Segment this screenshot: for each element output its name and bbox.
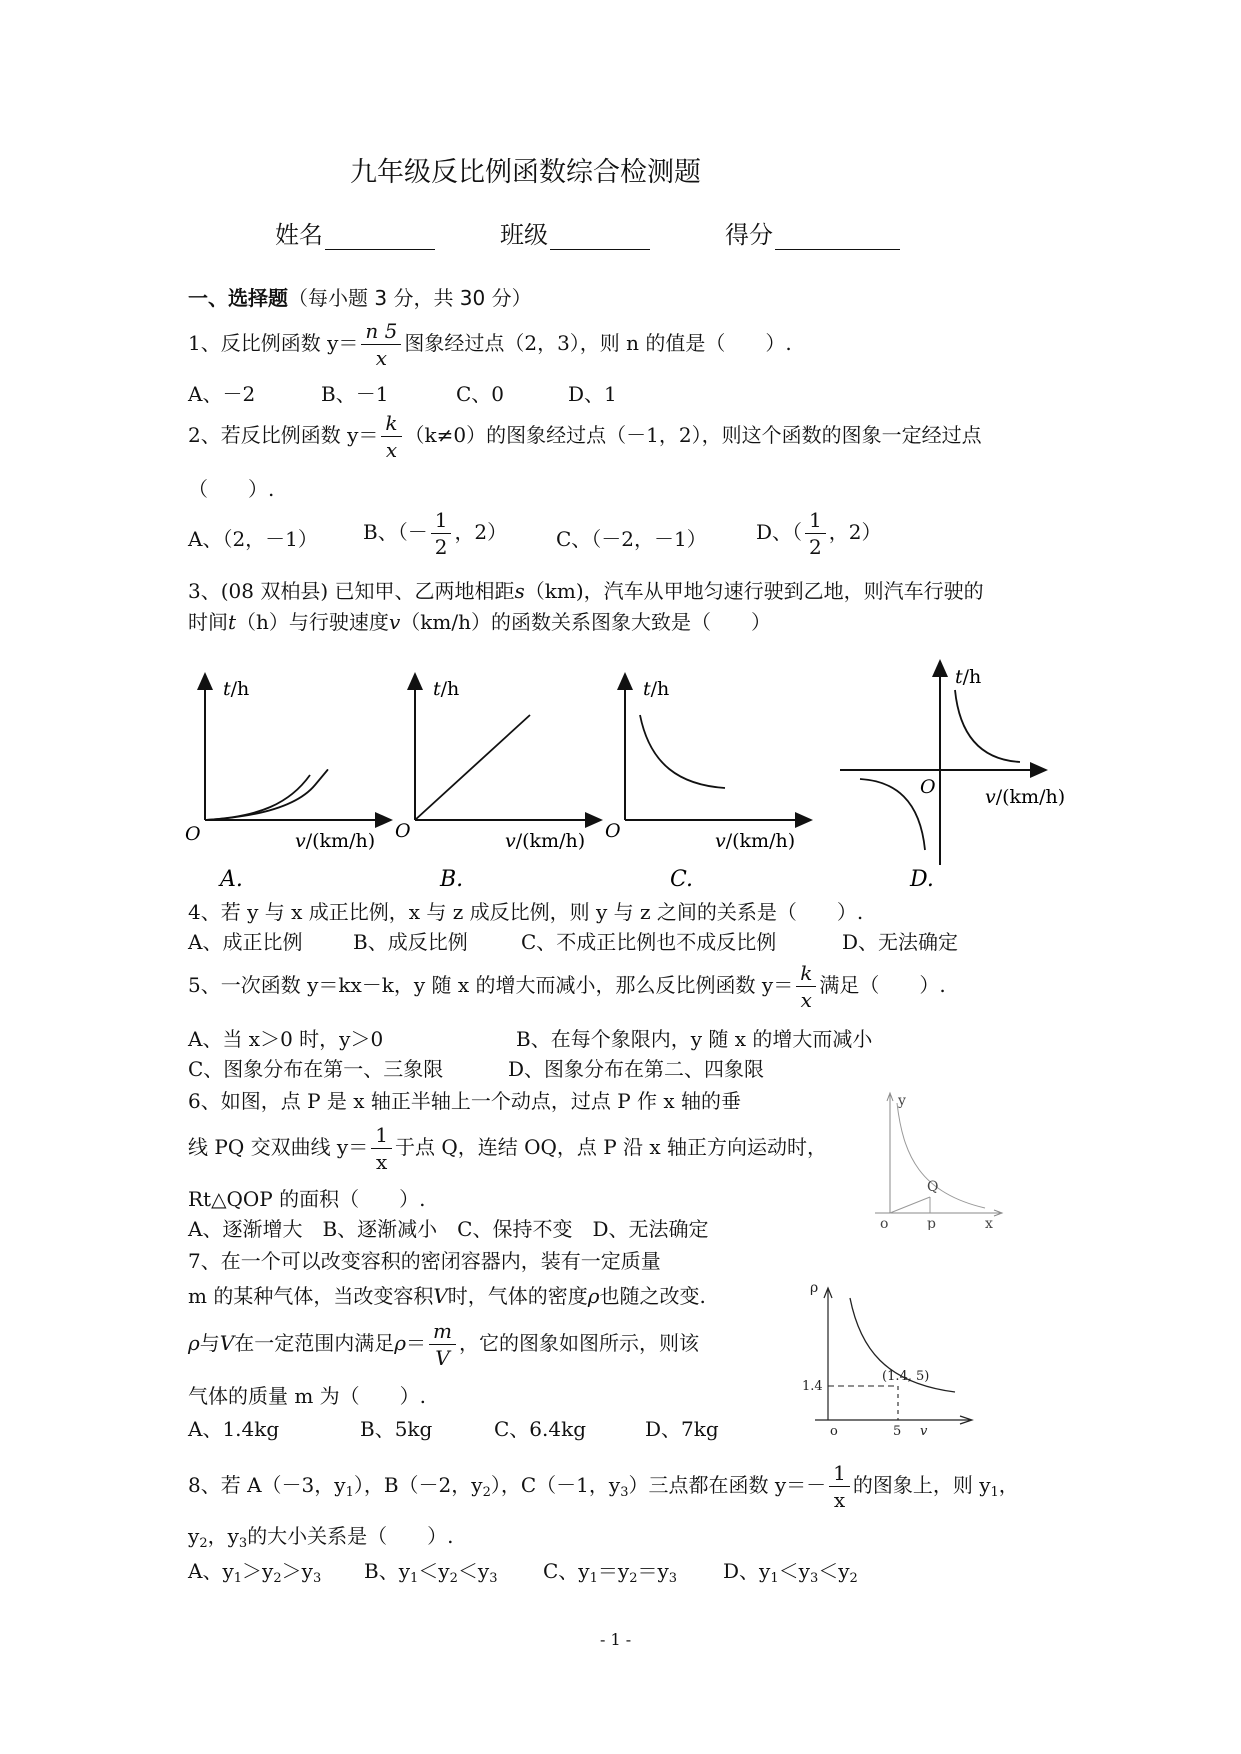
graph-c-ylabel-var: t <box>643 678 651 700</box>
q8-sub-2: 2 <box>482 1485 491 1500</box>
graph-a-letter: A. <box>220 867 243 892</box>
q3-var-s: s <box>514 579 525 603</box>
q4-options <box>188 928 1088 956</box>
q2-option-b[interactable] <box>363 507 507 560</box>
graph-d-xlabel-unit: /(km/h) <box>995 786 1066 808</box>
q6-text-a: 线 PQ 交双曲线 y＝ <box>188 1135 369 1159</box>
q7-text-a: m 的某种气体，当改变容积 <box>188 1284 434 1308</box>
q2-option-a[interactable]: A、（2，－1） <box>188 527 318 551</box>
q8-text-h: ，y <box>207 1524 239 1548</box>
q8-text-i: 的大小关系是（ ）. <box>247 1524 454 1548</box>
question-6-line3: Rt△QOP 的面积（ ）. <box>188 1187 426 1211</box>
question-6-line2 <box>188 1122 827 1175</box>
q5-option-a[interactable]: A、当 x＞0 时，y＞0 <box>188 1027 384 1051</box>
q8-b-0: B、y <box>364 1559 410 1583</box>
q8-frac-den: x <box>833 1488 846 1512</box>
graph-b-letter: B. <box>440 867 464 892</box>
q2-b-den: 2 <box>434 535 448 559</box>
q7-option-b[interactable]: B、5kg <box>360 1417 433 1441</box>
q7-frac-den: V <box>435 1346 450 1370</box>
q8-a-3: 2 <box>273 1571 282 1586</box>
q5-text: 5、一次函数 y＝kx－k，y 随 x 的增大而减小，那么反比例函数 y＝ <box>188 973 794 997</box>
q8-c-1: 1 <box>589 1571 598 1586</box>
page-number: - 1 - <box>600 1630 632 1649</box>
q8-option-b[interactable] <box>364 1557 497 1585</box>
q7-text-b: 时，气体的密度 <box>447 1284 588 1308</box>
graph-c[interactable] <box>605 678 805 892</box>
q8-c-3: 2 <box>629 1571 638 1586</box>
q7-option-a[interactable]: A、1.4kg <box>188 1417 280 1441</box>
q8-a-1: 1 <box>233 1571 243 1586</box>
graph-a-ylabel-unit: /h <box>230 678 250 700</box>
section-title: 一、选择题 <box>188 286 288 310</box>
q8-options <box>188 1557 988 1587</box>
q8-sub-6: 3 <box>238 1536 248 1551</box>
q8-c-5: 3 <box>668 1571 678 1586</box>
graph-c-xlabel-var: v <box>715 830 726 852</box>
q8-c-4: ＝y <box>637 1559 669 1583</box>
q8-d-4: ＜y <box>818 1559 850 1583</box>
q3-text-a: 3、(08 双柏县) 已知甲、乙两地相距 <box>188 579 515 603</box>
graph-a-xlabel-var: v <box>295 830 306 852</box>
svg-text:t/h <box>643 678 669 700</box>
q4-option-d[interactable]: D、无法确定 <box>842 930 959 954</box>
q5-option-b[interactable]: B、在每个象限内，y 随 x 的增大而减小 <box>516 1027 873 1051</box>
q7-frac-num: m <box>429 1318 456 1345</box>
q8-d-2: ＜y <box>778 1559 810 1583</box>
q7-text-c: 也随之改变. <box>599 1284 706 1308</box>
q1-frac-den: x <box>375 346 388 370</box>
name-label: 姓名 <box>275 221 323 249</box>
graph-d-letter: D. <box>910 867 934 892</box>
q7-fig-ytick: 1.4 <box>802 1379 823 1394</box>
q1-frac-num: n 5 <box>361 318 401 345</box>
graph-b[interactable] <box>395 678 595 892</box>
q1-text-post: 图象经过点（2，3），则 n 的值是（ ）. <box>404 331 792 355</box>
q8-d-5: 2 <box>849 1571 858 1586</box>
q8-a-2: ＞y <box>242 1559 274 1583</box>
question-5 <box>188 960 946 1013</box>
graph-b-xlabel-unit: /(km/h) <box>515 830 586 852</box>
q7-fraction <box>429 1318 456 1371</box>
q8-fraction <box>829 1460 850 1513</box>
q8-a-0: A、y <box>188 1559 234 1583</box>
q8-frac-num: 1 <box>829 1460 850 1487</box>
name-blank[interactable] <box>325 227 435 250</box>
svg-text:v/(km/h) <box>985 786 1065 808</box>
q6-fig-q: Q <box>927 1179 939 1195</box>
q7-var-rho2: ρ <box>188 1331 200 1355</box>
q3-text-d: （h）与行驶速度 <box>236 610 389 634</box>
q7-var-rho: ρ <box>587 1284 600 1308</box>
question-7: 7、在一个可以改变容积的密闭容器内，装有一定质量 <box>188 1249 661 1273</box>
svg-text:t/h <box>433 678 459 700</box>
q2-line2: （ ）. <box>188 477 275 501</box>
q6-frac-den: x <box>375 1150 388 1174</box>
svg-text:v/(km/h) <box>715 830 795 852</box>
q3-text-e: （km/h）的函数关系图象大致是（ ） <box>400 610 771 634</box>
q1-option-c[interactable]: C、0 <box>456 382 505 406</box>
svg-text:t/h <box>955 666 981 688</box>
q2-d-fraction <box>805 507 826 560</box>
svg-text:t/h <box>223 678 249 700</box>
graph-c-xlabel-unit: /(km/h) <box>725 830 796 852</box>
q8-sub-1: 1 <box>345 1485 354 1500</box>
question-7-line4: 气体的质量 m 为（ ）. <box>188 1384 427 1408</box>
q7-text-d: 与 <box>199 1331 220 1355</box>
graph-b-ylabel-var: t <box>433 678 441 700</box>
q6-fig-p: p <box>927 1216 936 1230</box>
q8-a-4: ＞y <box>281 1559 313 1583</box>
class-label: 班级 <box>500 221 548 249</box>
q2-text-post: （k≠0）的图象经过点（－1，2），则这个函数的图象一定经过点 <box>404 423 982 447</box>
q7-var-V: V <box>433 1284 448 1308</box>
q4-option-b[interactable]: B、成反比例 <box>353 930 468 954</box>
q6-frac-num: 1 <box>371 1122 392 1149</box>
q7-var-V2: V <box>219 1331 235 1355</box>
graph-a[interactable] <box>185 678 385 892</box>
q2-frac-den: x <box>385 438 398 462</box>
q1-option-d[interactable]: D、1 <box>568 382 617 406</box>
graph-d-xlabel-var: v <box>985 786 996 808</box>
q4-option-a[interactable]: A、成正比例 <box>188 930 303 954</box>
score-blank[interactable] <box>775 227 900 250</box>
question-7-line3 <box>188 1318 699 1371</box>
q8-a-5: 3 <box>312 1571 322 1586</box>
svg-text:v/(km/h) <box>505 830 585 852</box>
q5-text-post: 满足（ ）. <box>819 973 946 997</box>
section-heading <box>188 282 532 311</box>
graph-d-ylabel-unit: /h <box>962 666 982 688</box>
q6-fig-x: x <box>985 1216 993 1230</box>
q8-b-3: 2 <box>449 1571 458 1586</box>
question-1 <box>188 318 792 371</box>
q2-fraction <box>381 410 401 463</box>
q5-frac-den: x <box>800 988 812 1012</box>
section-note: （每小题 3 分，共 30 分） <box>288 286 532 310</box>
class-field <box>500 215 650 250</box>
q8-text-g: y <box>188 1524 200 1548</box>
q8-sub-3: 3 <box>620 1485 629 1500</box>
q8-text-b: ），B（－2，y <box>353 1473 483 1497</box>
q8-text-c: ），C（－1，y <box>490 1473 621 1497</box>
q7-option-c[interactable]: C、6.4kg <box>494 1417 587 1441</box>
q8-sub-4: 1 <box>990 1485 999 1500</box>
graph-d-origin: O <box>920 776 936 798</box>
q5-fraction <box>796 960 816 1013</box>
q8-option-c[interactable] <box>543 1557 677 1585</box>
graph-a-origin: O <box>185 823 201 845</box>
question-6: 6、如图，点 P 是 x 轴正半轴上一个动点，过点 P 作 x 轴的垂 <box>188 1089 742 1113</box>
q8-text-f: ， <box>998 1473 1019 1497</box>
question-3 <box>188 577 984 605</box>
q8-sub-5: 2 <box>199 1536 208 1551</box>
graph-b-origin: O <box>395 820 411 842</box>
graph-b-ylabel-unit: /h <box>440 678 460 700</box>
question-7-line2 <box>188 1282 706 1310</box>
q4-option-c[interactable]: C、不成正比例也不成反比例 <box>521 930 777 954</box>
q7-options <box>188 1415 788 1443</box>
question-8-line2 <box>188 1522 454 1550</box>
q7-text-f: ，它的图象如图所示，则该 <box>458 1331 699 1355</box>
name-field <box>275 215 435 250</box>
q8-b-5: 3 <box>489 1571 498 1586</box>
q3-var-t: t <box>228 610 237 634</box>
q2-d-post: ，2） <box>828 520 882 544</box>
graph-d-ylabel-var: t <box>955 666 963 688</box>
q6-fig-y: y <box>898 1093 906 1109</box>
q8-d-0: D、y <box>723 1559 771 1583</box>
q5-option-d[interactable]: D、图象分布在第二、四象限 <box>508 1057 765 1081</box>
graph-a-xlabel-unit: /(km/h) <box>305 830 376 852</box>
graph-c-origin: O <box>605 820 621 842</box>
q8-text-e: 的图象上，则 y <box>852 1473 991 1497</box>
graph-c-ylabel-unit: /h <box>650 678 670 700</box>
q2-b-post: ，2） <box>454 520 508 544</box>
q3-text-c: 时间 <box>188 610 228 634</box>
q7-figure <box>800 1278 985 1438</box>
q2-d-den: 2 <box>809 535 822 559</box>
page-title: 九年级反比例函数综合检测题 <box>350 157 701 188</box>
q7-fig-v: v <box>920 1424 928 1438</box>
q7-fig-xtick: 5 <box>893 1424 902 1438</box>
q1-fraction <box>361 318 401 371</box>
graph-b-xlabel-var: v <box>505 830 516 852</box>
graph-c-letter: C. <box>670 867 694 892</box>
q7-eq: ＝ <box>405 1331 426 1355</box>
q7-fig-point: (1.4, 5) <box>882 1369 930 1384</box>
q8-b-1: 1 <box>410 1571 419 1586</box>
q8-b-4: ＜y <box>457 1559 490 1583</box>
q8-text-a: 8、若 A（－3，y <box>188 1473 346 1497</box>
graph-d[interactable] <box>840 666 1065 892</box>
q8-d-1: 1 <box>770 1571 779 1586</box>
q2-d-pre: D、（ <box>756 520 803 544</box>
q2-b-pre: B、（－ <box>363 520 428 544</box>
score-field <box>725 215 900 250</box>
q8-c-2: ＝y <box>597 1559 630 1583</box>
q3-graphs <box>180 655 1080 895</box>
q2-b-num: 1 <box>431 507 452 534</box>
q1-text: 1、反比例函数 y＝ <box>188 331 359 355</box>
q8-d-3: 3 <box>809 1571 819 1586</box>
q7-fig-o: o <box>830 1424 838 1438</box>
q6-options[interactable]: A、逐渐增大 B、逐渐减小 C、保持不变 D、无法确定 <box>188 1217 709 1241</box>
q2-option-c[interactable]: C、（－2，－1） <box>556 527 707 551</box>
question-3-line2 <box>188 608 771 636</box>
q7-option-d[interactable]: D、7kg <box>645 1417 719 1441</box>
svg-text:v/(km/h) <box>295 830 375 852</box>
class-blank[interactable] <box>550 227 650 250</box>
graph-a-ylabel-var: t <box>223 678 231 700</box>
q6-fraction <box>371 1122 392 1175</box>
q7-var-rho3: ρ <box>394 1331 406 1355</box>
q6-figure <box>865 1085 1015 1230</box>
score-label: 得分 <box>725 221 773 249</box>
question-2 <box>188 410 982 463</box>
q8-option-a[interactable] <box>188 1557 321 1585</box>
q2-text: 2、若反比例函数 y＝ <box>188 423 379 447</box>
q8-b-2: ＜y <box>418 1559 450 1583</box>
q1-option-b[interactable]: B、－1 <box>321 382 389 406</box>
q6-text-b: 于点 Q，连结 OQ，点 P 沿 x 轴正方向运动时， <box>394 1135 828 1159</box>
q8-option-d[interactable] <box>723 1557 858 1585</box>
q6-fig-o: o <box>880 1216 889 1230</box>
q2-frac-num: k <box>381 410 401 437</box>
q1-option-a[interactable]: A、－2 <box>188 382 256 406</box>
q2-option-d[interactable] <box>756 507 882 560</box>
q2-options <box>188 507 1088 567</box>
question-8 <box>188 1460 1019 1513</box>
q8-text-d: ）三点都在函数 y＝－ <box>628 1473 827 1497</box>
q2-b-fraction <box>431 507 452 560</box>
q3-var-v: v <box>388 610 401 634</box>
q5-frac-num: k <box>796 960 816 987</box>
q5-option-c[interactable]: C、图象分布在第一、三象限 <box>188 1057 444 1081</box>
q8-c-0: C、y <box>543 1559 590 1583</box>
question-4: 4、若 y 与 x 成正比例，x 与 z 成反比例，则 y 与 z 之间的关系是（ ）. <box>188 900 864 924</box>
q3-text-b: （km)，汽车从甲地匀速行驶到乙地，则汽车行驶的 <box>524 579 984 603</box>
q5-options <box>188 1025 1088 1085</box>
q2-d-num: 1 <box>805 507 826 534</box>
q7-fig-rho: ρ <box>810 1280 819 1296</box>
q7-text-e: 在一定范围内满足 <box>234 1331 395 1355</box>
